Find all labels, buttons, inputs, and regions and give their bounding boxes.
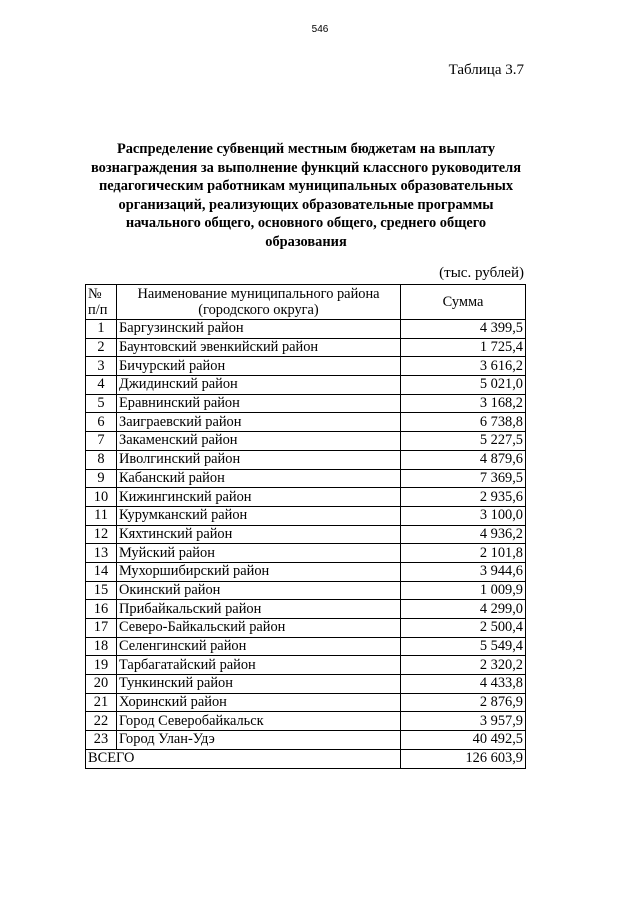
table-row [86, 320, 526, 339]
subsidy-table [85, 284, 526, 769]
district-name: Тарбагатайский район [117, 656, 401, 675]
district-name: Бичурский район [117, 357, 401, 376]
row-number: 13 [86, 544, 117, 563]
row-number: 14 [86, 562, 117, 581]
row-number: 18 [86, 637, 117, 656]
table-row [86, 562, 526, 581]
header-name-line1: Наименование муниципального района [137, 286, 380, 302]
row-number: 12 [86, 525, 117, 544]
table-row [86, 469, 526, 488]
table-row [86, 506, 526, 525]
row-number: 11 [86, 506, 117, 525]
header-num [86, 285, 117, 320]
district-name: Курумканский район [117, 506, 401, 525]
district-name: Еравнинский район [117, 394, 401, 413]
table-row [86, 637, 526, 656]
row-number: 7 [86, 432, 117, 451]
row-sum: 2 500,4 [401, 619, 526, 638]
row-sum: 4 936,2 [401, 525, 526, 544]
row-number: 23 [86, 731, 117, 750]
district-name: Кяхтинский район [117, 525, 401, 544]
table-label: Таблица 3.7 [448, 62, 524, 78]
row-sum: 3 616,2 [401, 357, 526, 376]
row-number: 5 [86, 394, 117, 413]
row-sum: 5 021,0 [401, 376, 526, 395]
total-row [86, 749, 526, 768]
district-name: Заиграевский район [117, 413, 401, 432]
row-number: 22 [86, 712, 117, 731]
header-sum: Сумма [401, 285, 526, 320]
row-sum: 7 369,5 [401, 469, 526, 488]
row-sum: 2 101,8 [401, 544, 526, 563]
row-number: 1 [86, 320, 117, 339]
row-number: 21 [86, 693, 117, 712]
row-sum: 5 549,4 [401, 637, 526, 656]
district-name: Муйский район [117, 544, 401, 563]
table-row [86, 656, 526, 675]
district-name: Селенгинский район [117, 637, 401, 656]
header-name-line2: (городского округа) [198, 302, 319, 318]
table-row [86, 413, 526, 432]
table-row [86, 376, 526, 395]
table-row [86, 338, 526, 357]
row-number: 19 [86, 656, 117, 675]
row-number: 9 [86, 469, 117, 488]
row-number: 10 [86, 488, 117, 507]
row-sum: 2 935,6 [401, 488, 526, 507]
table-row [86, 600, 526, 619]
total-sum: 126 603,9 [401, 749, 526, 768]
row-sum: 3 168,2 [401, 394, 526, 413]
table-row [86, 357, 526, 376]
row-sum: 6 738,8 [401, 413, 526, 432]
total-label: ВСЕГО [86, 749, 401, 768]
header-num-line2: п/п [88, 302, 108, 318]
row-number: 15 [86, 581, 117, 600]
header-num-line1: № [88, 286, 102, 302]
table-body [86, 320, 526, 750]
district-name: Город Северобайкальск [117, 712, 401, 731]
district-name: Кабанский район [117, 469, 401, 488]
district-name: Закаменский район [117, 432, 401, 451]
table-row [86, 581, 526, 600]
table-row [86, 525, 526, 544]
row-sum: 4 399,5 [401, 320, 526, 339]
page-number: 546 [311, 24, 329, 35]
table-row [86, 394, 526, 413]
row-sum: 2 876,9 [401, 693, 526, 712]
row-number: 3 [86, 357, 117, 376]
table-header-row [86, 285, 526, 320]
row-number: 2 [86, 338, 117, 357]
district-name: Северо-Байкальский район [117, 619, 401, 638]
row-sum: 3 957,9 [401, 712, 526, 731]
district-name: Баунтовский эвенкийский район [117, 338, 401, 357]
row-sum: 4 879,6 [401, 450, 526, 469]
row-sum: 5 227,5 [401, 432, 526, 451]
district-name: Баргузинский район [117, 320, 401, 339]
table-row [86, 450, 526, 469]
row-sum: 1 009,9 [401, 581, 526, 600]
row-sum: 4 433,8 [401, 675, 526, 694]
table-row [86, 675, 526, 694]
district-name: Кижингинский район [117, 488, 401, 507]
district-name: Иволгинский район [117, 450, 401, 469]
row-number: 20 [86, 675, 117, 694]
table-row [86, 432, 526, 451]
row-number: 16 [86, 600, 117, 619]
table-row [86, 693, 526, 712]
unit-label: (тыс. рублей) [439, 265, 524, 281]
row-sum: 3 944,6 [401, 562, 526, 581]
document-title: Распределение субвенций местным бюджетам на выплату вознаграждения за выполнение функций классного руководителя педагогическим работникам муниципальных образовательных организаций, реализующих образовательные программы начального общего, основного общего, среднего общего образования [90, 141, 522, 250]
table-row [86, 544, 526, 563]
district-name: Джидинский район [117, 376, 401, 395]
district-name: Тункинский район [117, 675, 401, 694]
table-row [86, 619, 526, 638]
header-name [117, 285, 401, 320]
row-sum: 2 320,2 [401, 656, 526, 675]
row-sum: 1 725,4 [401, 338, 526, 357]
district-name: Мухоршибирский район [117, 562, 401, 581]
row-number: 6 [86, 413, 117, 432]
table-row [86, 731, 526, 750]
row-number: 8 [86, 450, 117, 469]
district-name: Хоринский район [117, 693, 401, 712]
district-name: Прибайкальский район [117, 600, 401, 619]
district-name: Город Улан-Удэ [117, 731, 401, 750]
row-sum: 3 100,0 [401, 506, 526, 525]
row-sum: 40 492,5 [401, 731, 526, 750]
row-number: 4 [86, 376, 117, 395]
table-row [86, 712, 526, 731]
table-row [86, 488, 526, 507]
row-sum: 4 299,0 [401, 600, 526, 619]
row-number: 17 [86, 619, 117, 638]
district-name: Окинский район [117, 581, 401, 600]
